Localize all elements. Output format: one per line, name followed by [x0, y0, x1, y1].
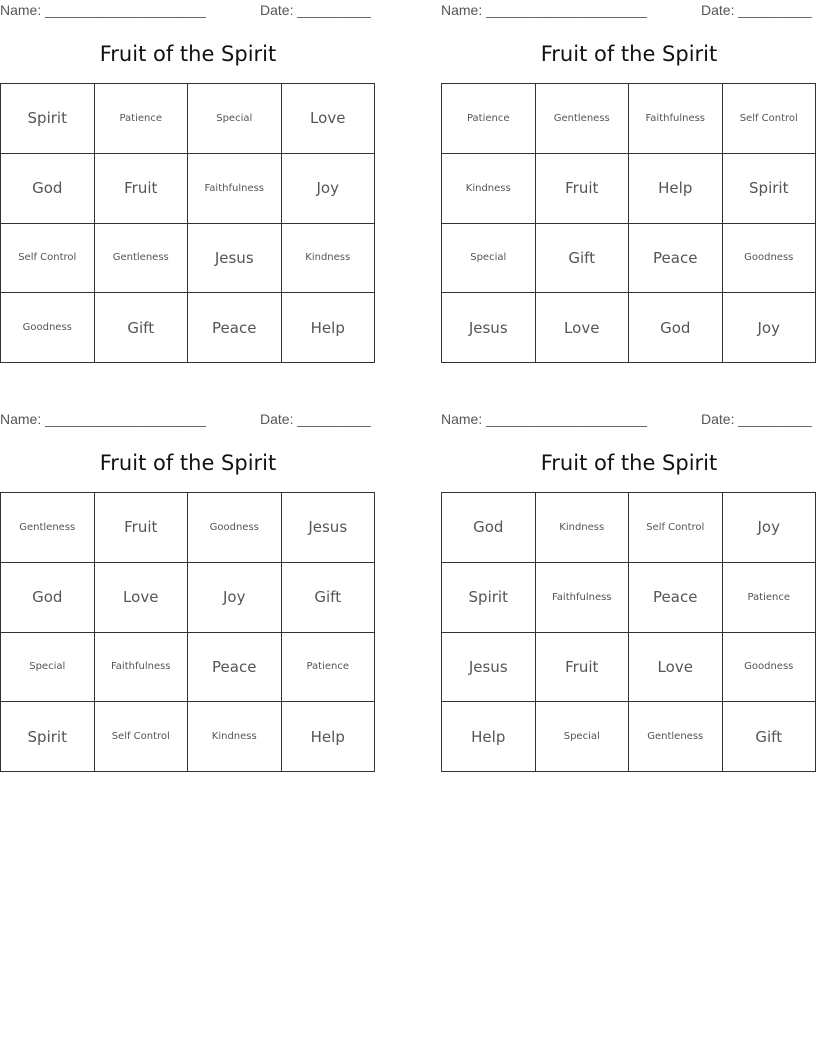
- date-field[interactable]: [260, 2, 370, 18]
- bingo-cell[interactable]: Peace: [188, 633, 282, 703]
- bingo-cell[interactable]: Faithfulness: [188, 154, 282, 224]
- date-label: Date:: [260, 2, 294, 18]
- bingo-cell[interactable]: Joy: [723, 493, 816, 563]
- bingo-grid: [441, 492, 816, 772]
- bingo-cell[interactable]: Peace: [629, 224, 723, 294]
- name-line: ______________________: [45, 411, 206, 427]
- bingo-cell[interactable]: Goodness: [1, 293, 95, 363]
- date-field[interactable]: [701, 2, 811, 18]
- bingo-cell[interactable]: Kindness: [188, 702, 282, 772]
- bingo-cell[interactable]: Patience: [723, 563, 816, 633]
- date-line: __________: [738, 2, 812, 18]
- bingo-cell[interactable]: Special: [1, 633, 95, 703]
- bingo-cell[interactable]: Self Control: [629, 493, 723, 563]
- bingo-cell[interactable]: Spirit: [723, 154, 816, 224]
- bingo-cell[interactable]: Joy: [723, 293, 816, 363]
- name-label: Name:: [441, 2, 483, 18]
- bingo-cell[interactable]: Kindness: [442, 154, 536, 224]
- bingo-cell[interactable]: Gift: [282, 563, 376, 633]
- bingo-cell[interactable]: Love: [536, 293, 630, 363]
- bingo-cell[interactable]: Self Control: [723, 84, 816, 154]
- bingo-cell[interactable]: Kindness: [282, 224, 376, 294]
- bingo-cell[interactable]: Love: [95, 563, 189, 633]
- bingo-grid: [441, 83, 816, 363]
- date-line: __________: [738, 411, 812, 427]
- name-field[interactable]: [0, 411, 205, 427]
- bingo-cell[interactable]: God: [1, 563, 95, 633]
- bingo-cell[interactable]: Help: [442, 702, 536, 772]
- bingo-cell[interactable]: Patience: [442, 84, 536, 154]
- bingo-cell[interactable]: Kindness: [536, 493, 630, 563]
- bingo-cell[interactable]: Special: [188, 84, 282, 154]
- bingo-cell[interactable]: Fruit: [536, 154, 630, 224]
- date-field[interactable]: [260, 411, 370, 427]
- bingo-cell[interactable]: Gentleness: [95, 224, 189, 294]
- bingo-cell[interactable]: Spirit: [1, 702, 95, 772]
- card-header: [441, 2, 816, 20]
- bingo-card-4: [441, 409, 816, 779]
- bingo-cell[interactable]: Jesus: [442, 633, 536, 703]
- bingo-cell[interactable]: Jesus: [188, 224, 282, 294]
- date-line: __________: [297, 411, 371, 427]
- bingo-cell[interactable]: Gentleness: [1, 493, 95, 563]
- card-title: Fruit of the Spirit: [540, 451, 718, 475]
- card-header: [0, 411, 376, 429]
- bingo-cell[interactable]: Joy: [282, 154, 376, 224]
- bingo-cell[interactable]: Faithfulness: [629, 84, 723, 154]
- bingo-card-3: [0, 409, 376, 779]
- bingo-cell[interactable]: Jesus: [282, 493, 376, 563]
- bingo-cell[interactable]: Jesus: [442, 293, 536, 363]
- date-label: Date:: [701, 411, 735, 427]
- bingo-cell[interactable]: Goodness: [723, 633, 816, 703]
- bingo-grid: [0, 492, 375, 772]
- bingo-cell[interactable]: Gift: [536, 224, 630, 294]
- date-label: Date:: [701, 2, 735, 18]
- bingo-cell[interactable]: Peace: [188, 293, 282, 363]
- date-line: __________: [297, 2, 371, 18]
- bingo-cell[interactable]: Gift: [95, 293, 189, 363]
- date-label: Date:: [260, 411, 294, 427]
- name-line: ______________________: [486, 411, 647, 427]
- bingo-card-1: [0, 0, 376, 370]
- name-field[interactable]: [441, 411, 646, 427]
- name-line: ______________________: [45, 2, 206, 18]
- bingo-cell[interactable]: Gift: [723, 702, 816, 772]
- card-header: [441, 411, 816, 429]
- card-title: Fruit of the Spirit: [99, 42, 277, 66]
- bingo-cell[interactable]: Patience: [282, 633, 376, 703]
- bingo-grid: [0, 83, 375, 363]
- bingo-cell[interactable]: Love: [629, 633, 723, 703]
- bingo-cell[interactable]: Self Control: [95, 702, 189, 772]
- date-field[interactable]: [701, 411, 811, 427]
- bingo-cell[interactable]: Spirit: [442, 563, 536, 633]
- bingo-cell[interactable]: God: [629, 293, 723, 363]
- name-field[interactable]: [0, 2, 205, 18]
- bingo-cell[interactable]: Help: [282, 702, 376, 772]
- bingo-cell[interactable]: Goodness: [188, 493, 282, 563]
- bingo-cell[interactable]: Gentleness: [629, 702, 723, 772]
- bingo-cell[interactable]: God: [1, 154, 95, 224]
- bingo-cell[interactable]: Patience: [95, 84, 189, 154]
- bingo-cell[interactable]: Fruit: [536, 633, 630, 703]
- bingo-card-2: [441, 0, 816, 370]
- bingo-cell[interactable]: Spirit: [1, 84, 95, 154]
- bingo-cell[interactable]: Fruit: [95, 154, 189, 224]
- name-label: Name:: [441, 411, 483, 427]
- bingo-cell[interactable]: Peace: [629, 563, 723, 633]
- bingo-cell[interactable]: Fruit: [95, 493, 189, 563]
- card-title: Fruit of the Spirit: [99, 451, 277, 475]
- bingo-cell[interactable]: Joy: [188, 563, 282, 633]
- bingo-cell[interactable]: Love: [282, 84, 376, 154]
- name-label: Name:: [0, 2, 42, 18]
- bingo-cell[interactable]: Help: [629, 154, 723, 224]
- bingo-cell[interactable]: Special: [536, 702, 630, 772]
- name-label: Name:: [0, 411, 42, 427]
- name-line: ______________________: [486, 2, 647, 18]
- bingo-cell[interactable]: God: [442, 493, 536, 563]
- name-field[interactable]: [441, 2, 646, 18]
- card-header: [0, 2, 376, 20]
- bingo-cell[interactable]: Self Control: [1, 224, 95, 294]
- bingo-cell[interactable]: Faithfulness: [95, 633, 189, 703]
- card-title: Fruit of the Spirit: [540, 42, 718, 66]
- bingo-cell[interactable]: Goodness: [723, 224, 816, 294]
- bingo-cell[interactable]: Faithfulness: [536, 563, 630, 633]
- bingo-cell[interactable]: Help: [282, 293, 376, 363]
- bingo-cell[interactable]: Special: [442, 224, 536, 294]
- bingo-cell[interactable]: Gentleness: [536, 84, 630, 154]
